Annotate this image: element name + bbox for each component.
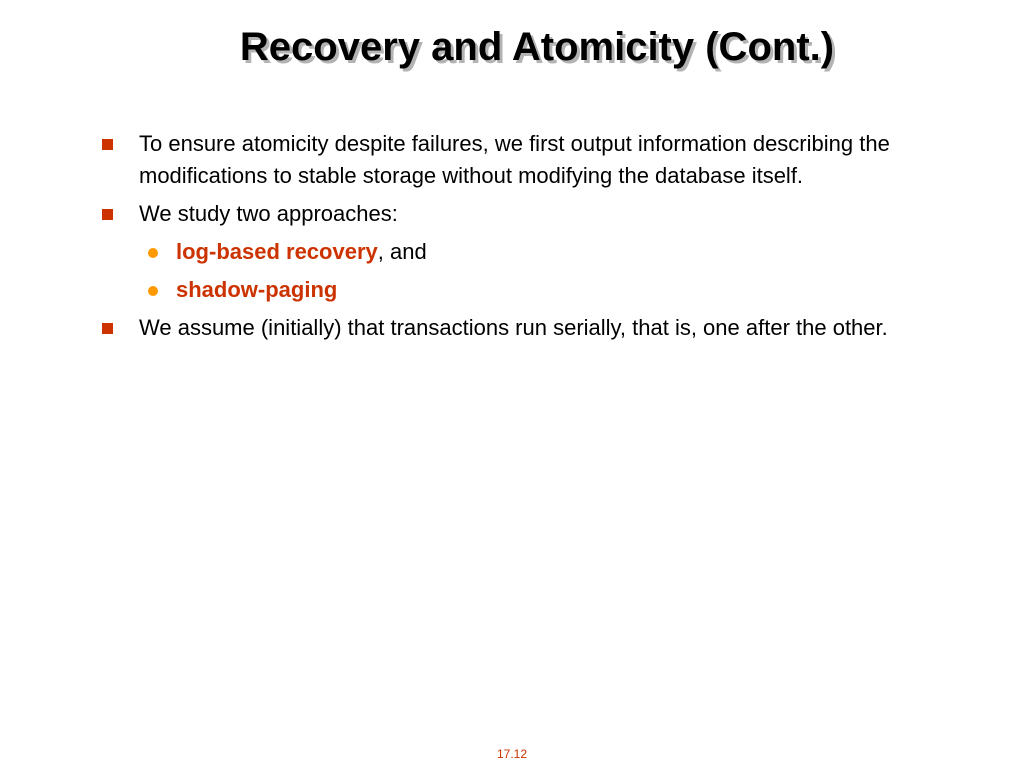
sub-bullet-item [148,236,922,268]
square-bullet-icon [102,139,113,150]
bullet-item [102,198,922,230]
slide-content [102,128,922,350]
bullet-text: To ensure atomicity despite failures, we first output information describing the modifications to stable storage without modifying the database itself. [139,131,890,188]
page-number: 17.12 [496,747,528,761]
circle-bullet-icon [148,248,158,258]
sub-bullet-highlight: log-based recovery [176,239,378,264]
square-bullet-icon [102,323,113,334]
square-bullet-icon [102,209,113,220]
sub-bullet-suffix: , and [377,239,427,264]
bullet-item [102,128,922,192]
sub-bullet-highlight: shadow-paging [176,277,338,302]
sub-bullet-item [148,274,922,306]
bullet-item [102,312,922,344]
bullet-text: We study two approaches: [139,201,398,226]
bullet-text: We assume (initially) that transactions run serially, that is, one after the other. [139,315,888,340]
circle-bullet-icon [148,286,158,296]
slide-title: Recovery and Atomicity (Cont.) [239,25,835,69]
